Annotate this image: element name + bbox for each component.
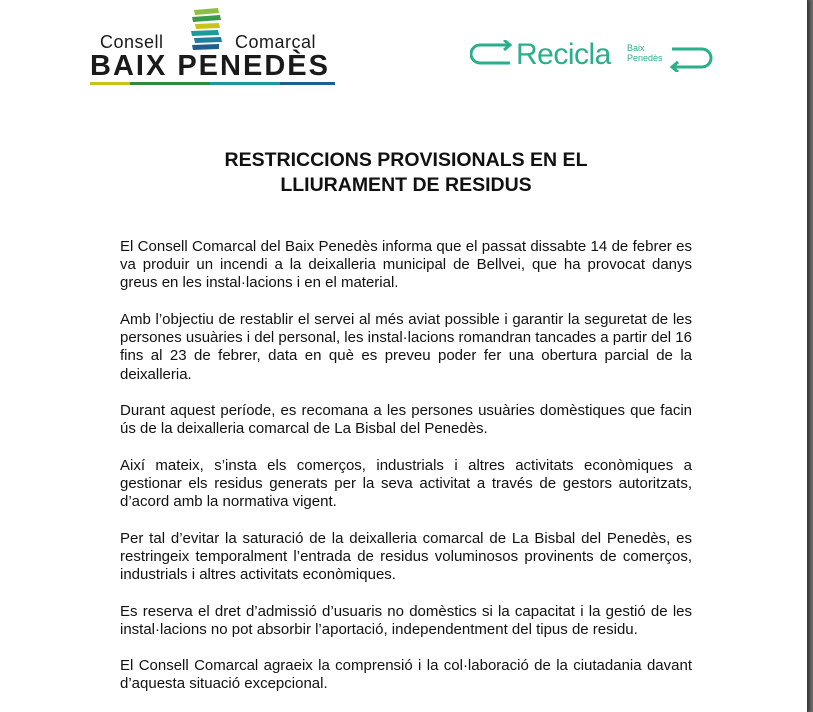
- paragraph: El Consell Comarcal agraeix la comprensió i la col·laboració de la ciutadania davant d’aquesta situació excepcional.: [120, 657, 692, 693]
- logo-underline-stripes: [90, 82, 335, 86]
- paragraph: Es reserva el dret d’admissió d’usuaris no domèstics si la capacitat i la gestió de les instal·lacions no pot absorbir l’aportació, independentment del tipus de residu.: [120, 602, 692, 638]
- paragraph: Així mateix, s’insta els comerços, industrials i altres activitats econòmiques a gestionar els residus generats per la seva activitat a través de gestors autoritzats, d’acord amb la normativa vigent.: [120, 456, 692, 511]
- paragraph: Durant aquest període, es recomana a les persones usuàries domèstiques que facin ús de la deixalleria comarcal de La Bisbal del Penedès.: [120, 402, 692, 438]
- stacked-layers-icon: [188, 8, 228, 50]
- recicla-logo: [470, 38, 720, 78]
- logo-consell-word: Consell: [100, 32, 164, 52]
- paragraph: El Consell Comarcal del Baix Penedès informa que el passat dissabte 14 de febrer es va produir un incendi a la deixalleria municipal de Bellvei, que ha provocat danys greus en les instal·lacions i en el material.: [120, 238, 692, 292]
- paragraph: Per tal d’evitar la saturació de la deixalleria comarcal de La Bisbal del Penedès, es restringeix temporalment l’entrada de residus voluminosos provinents de comerços, industrials i altres activitats econòmiques.: [120, 529, 692, 584]
- recycle-arrow-left-icon: [470, 40, 514, 68]
- consell-comarcal-logo: [90, 8, 340, 88]
- paragraph: Amb l’objectiu de restablir el servei al més aviat possible i garantir la seguretat de les persones usuàries i del personal, les instal·lacions romandran tancades a partir del 16 fins al 23 de febrer, data en què es preveu poder fer una obertura parcial de la deixalleria.: [120, 310, 692, 383]
- document-title: [120, 148, 692, 198]
- logo-comarcal-word: Comarcal: [235, 32, 317, 52]
- document-body: [120, 238, 692, 712]
- title-line-1: RESTRICCIONS PROVISIONALS EN EL: [224, 149, 588, 171]
- recicla-subtitle-line2: Penedès: [627, 53, 663, 63]
- recicla-word: Recicla: [516, 38, 611, 71]
- title-line-2: LLIURAMENT DE RESIDUS: [280, 174, 532, 196]
- recicla-subtitle-line1: Baix: [627, 43, 645, 53]
- logo-baix-penedes: BAIX PENEDÈS: [90, 50, 330, 82]
- recicla-subtitle: [627, 43, 663, 63]
- recycle-arrow-right-icon: [668, 44, 714, 72]
